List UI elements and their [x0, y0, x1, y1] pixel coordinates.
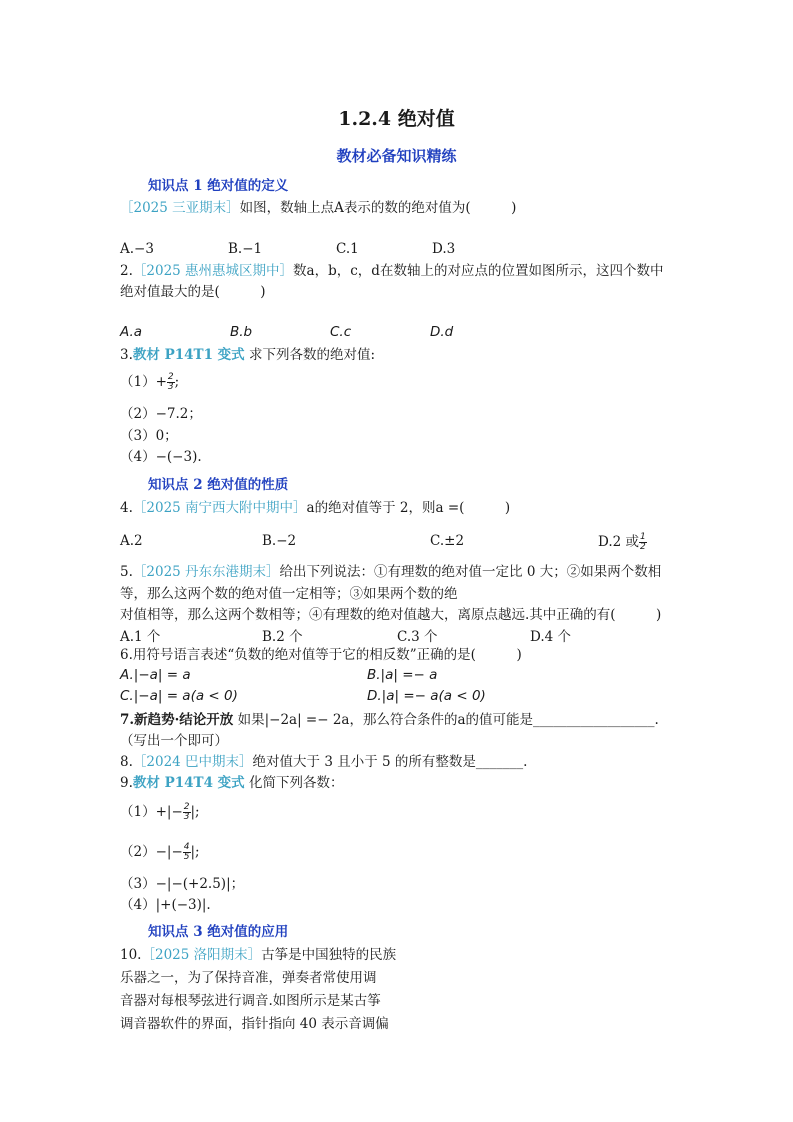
question-5-line2: 等，那么这两个数的绝对值一定相等；③如果两个数的绝 [120, 586, 458, 602]
question-9-item-3: （3）−|−(+2.5)|； [120, 876, 245, 892]
question-7-line2: （写出一个即可） [120, 733, 228, 749]
fraction-denominator: 2 [640, 542, 646, 552]
question-7-tag: 7.新趋势·结论开放 [120, 712, 234, 728]
question-4-option-a: A.2 [120, 533, 143, 549]
question-3 [120, 345, 375, 365]
section-subtitle: 教材必备知识精练 [336, 147, 457, 165]
knowledge-point-2: 知识点 2 绝对值的性质 [148, 477, 289, 493]
question-2-source: ［2025 惠州惠城区期中］ [132, 263, 294, 279]
question-4-text: a的绝对值等于 2，则a =( ) [306, 500, 511, 516]
question-3-item-1-label: （1）+ [120, 374, 167, 390]
question-1-source: ［2025 三亚期末］ [120, 200, 240, 216]
question-9 [120, 773, 343, 793]
question-6-text: 6.用符号语言表述“负数的绝对值等于它的相反数”正确的是( ) [120, 647, 522, 663]
knowledge-point-3: 知识点 3 绝对值的应用 [148, 924, 289, 940]
question-2 [120, 261, 663, 281]
fraction-4-5 [183, 843, 191, 862]
question-10-line2: 乐器之一，为了保持音准，弹奏者常使用调 [120, 970, 377, 986]
question-9-item-2 [120, 842, 200, 862]
question-8 [120, 752, 527, 772]
question-5 [120, 562, 661, 582]
question-9-item-1-pre: （1）+|− [120, 804, 183, 820]
question-9-number: 9. [120, 775, 133, 791]
question-7-text: 如果|−2a| =− 2a，那么符合条件的a的值可能是__________________. [233, 712, 659, 728]
fraction-2-3 [183, 803, 191, 822]
question-7 [120, 710, 659, 730]
question-4-number: 4. [120, 500, 133, 516]
question-2-text-line2: 绝对值最大的是( ) [120, 284, 266, 300]
question-5-line1: 给出下列说法：①有理数的绝对值一定比 0 大；②如果两个数相 [279, 564, 662, 580]
question-6-option-d: D.|a| =− a(a < 0) [367, 688, 486, 704]
question-9-item-1-post: |; [190, 804, 200, 820]
question-3-item-2: （2）−7.2； [120, 406, 202, 422]
question-2-option-d: D.d [430, 324, 454, 340]
question-8-number: 8. [120, 754, 133, 770]
question-2-option-a: A.a [120, 324, 143, 340]
question-10-line4: 调音器软件的界面，指针指向 40 表示音调偏 [120, 1016, 389, 1032]
question-1-option-d: D.3 [432, 241, 456, 257]
question-10-line1: 古筝是中国独特的民族 [261, 947, 397, 963]
fraction-denominator: 3 [183, 812, 190, 822]
question-8-source: ［2024 巴中期末］ [132, 754, 253, 770]
question-1-text: 如图，数轴上点A表示的数的绝对值为( ) [239, 200, 517, 216]
question-1-option-c: C.1 [336, 241, 359, 257]
question-5-line3: 对值相等，那么这两个数相等；④有理数的绝对值越大，离原点越远.其中正确的有( ) [120, 607, 662, 623]
question-4-option-d-label: D.2 或 [598, 534, 640, 550]
question-3-tag: 教材 P14T1 变式 [132, 347, 245, 363]
question-3-item-1 [120, 372, 179, 392]
question-9-text: 化简下列各数： [244, 775, 344, 791]
question-6-option-a: A.|−a| = a [120, 667, 191, 683]
fraction-1-2 [639, 533, 647, 552]
question-1-option-a: A.−3 [120, 241, 154, 257]
question-10-source: ［2025 洛阳期末］ [141, 947, 262, 963]
question-2-number: 2. [120, 263, 133, 279]
question-5-option-a: A.1 个 [120, 629, 161, 645]
fraction-numerator: 2 [167, 372, 174, 382]
question-1 [120, 198, 516, 218]
page-title: 1.2.4 绝对值 [338, 108, 455, 130]
question-10 [120, 945, 396, 965]
question-9-item-2-post: |; [190, 844, 200, 860]
fraction-denominator: 5 [183, 852, 190, 862]
question-5-number: 5. [120, 564, 133, 580]
question-2-option-c: C.c [330, 324, 352, 340]
fraction-numerator: 2 [183, 802, 190, 812]
fraction-numerator: 4 [183, 842, 190, 852]
question-3-number: 3. [120, 347, 133, 363]
question-6-option-c: C.|−a| = a(a < 0) [120, 688, 238, 704]
question-4-option-d [598, 530, 647, 552]
question-9-item-4: （4）|+(−3)|. [120, 897, 211, 913]
question-5-option-b: B.2 个 [262, 629, 303, 645]
question-6-option-b: B.|a| =− a [367, 667, 438, 683]
knowledge-point-1: 知识点 1 绝对值的定义 [148, 178, 289, 194]
question-2-option-b: B.b [230, 324, 253, 340]
question-8-text: 绝对值大于 3 且小于 5 的所有整数是_______. [252, 754, 528, 770]
question-9-tag: 教材 P14T4 变式 [132, 775, 245, 791]
question-3-text: 求下列各数的绝对值: [244, 347, 376, 363]
fraction-numerator: 1 [640, 532, 646, 542]
question-4-source: ［2025 南宁西大附中期中］ [132, 500, 307, 516]
question-1-option-b: B.−1 [228, 241, 263, 257]
question-5-source: ［2025 丹东东港期末］ [132, 564, 280, 580]
question-3-item-1-tail: ; [174, 374, 180, 390]
question-4 [120, 498, 510, 518]
question-9-item-1 [120, 802, 200, 822]
fraction-2-3 [167, 373, 175, 392]
question-2-text-line1: 数a，b，c，d在数轴上的对应点的位置如图所示，这四个数中 [293, 263, 664, 279]
question-4-option-b: B.−2 [262, 533, 297, 549]
question-3-item-3: （3）0； [120, 428, 178, 444]
question-10-line3: 音器对每根琴弦进行调音.如图所示是某古筝 [120, 993, 381, 1009]
question-4-option-c: C.±2 [430, 533, 465, 549]
question-9-item-2-pre: （2）−|− [120, 844, 183, 860]
question-5-option-d: D.4 个 [530, 629, 572, 645]
question-10-number: 10. [120, 947, 142, 963]
question-5-option-c: C.3 个 [397, 629, 438, 645]
question-3-item-4: （4）−(−3). [120, 449, 202, 465]
fraction-denominator: 3 [167, 382, 174, 392]
